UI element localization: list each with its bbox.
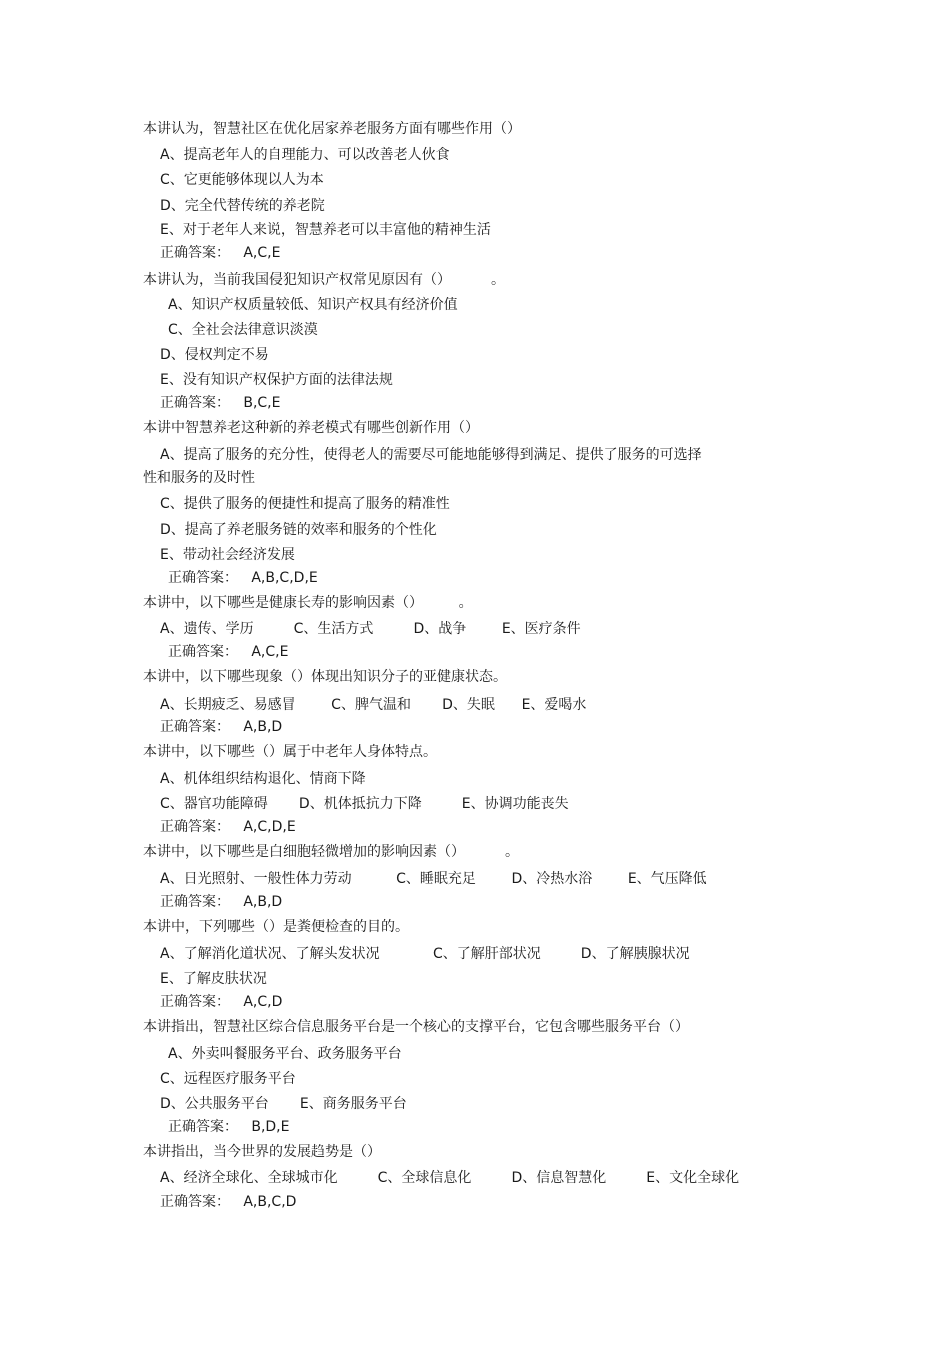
question-6-options-cde: C、器官功能障碍 D、机体抵抗力下降 E、协调功能丧失 [160, 796, 569, 812]
question-3-option-a: A、提高了服务的充分性，使得老人的需要尽可能地能够得到满足、提供了服务的可选择 [160, 447, 702, 463]
question-4-answer: 正确答案： A,C,E [168, 644, 289, 660]
question-5-title: 本讲中，以下哪些现象（）体现出知识分子的亚健康状态。 [143, 669, 507, 685]
question-1-option-e: E、对于老年人来说，智慧养老可以丰富他的精神生活 [160, 222, 491, 238]
question-1-option-a: A、提高老年人的自理能力、可以改善老人伙食 [160, 147, 450, 163]
question-3-option-c: C、提供了服务的便捷性和提高了服务的精准性 [160, 496, 450, 512]
question-8-options-acd: A、了解消化道状况、了解头发状况 C、了解肝部状况 D、了解胰腺状况 [160, 946, 690, 962]
question-5-options: A、长期疲乏、易感冒 C、脾气温和 D、失眠 E、爱喝水 [160, 697, 587, 713]
question-9-answer: 正确答案： B,D,E [168, 1119, 290, 1135]
question-9-options-de: D、公共服务平台 E、商务服务平台 [160, 1096, 407, 1112]
question-7-options: A、日光照射、一般性体力劳动 C、睡眠充足 D、冷热水浴 E、气压降低 [160, 871, 707, 887]
question-2-option-e: E、没有知识产权保护方面的法律法规 [160, 372, 393, 388]
question-10-title: 本讲指出，当今世界的发展趋势是（） [143, 1144, 381, 1160]
question-3-option-a-cont: 性和服务的及时性 [143, 470, 255, 486]
question-1-title: 本讲认为，智慧社区在优化居家养老服务方面有哪些作用（） [143, 121, 521, 137]
question-2-option-a: A、知识产权质量较低、知识产权具有经济价值 [168, 297, 458, 313]
question-1-option-c: C、它更能够体现以人为本 [160, 172, 324, 188]
question-5-answer: 正确答案： A,B,D [160, 719, 283, 735]
question-4-options: A、遗传、学历 C、生活方式 D、战争 E、医疗条件 [160, 621, 581, 637]
question-1-answer: 正确答案： A,C,E [160, 245, 281, 261]
question-3-answer: 正确答案： A,B,C,D,E [168, 570, 318, 586]
question-9-title: 本讲指出，智慧社区综合信息服务平台是一个核心的支撑平台，它包含哪些服务平台（） [143, 1019, 689, 1035]
question-2-option-c: C、全社会法律意识淡漠 [168, 322, 318, 338]
question-8-answer: 正确答案： A,C,D [160, 994, 283, 1010]
question-9-option-c: C、远程医疗服务平台 [160, 1071, 296, 1087]
question-6-title: 本讲中，以下哪些（）属于中老年人身体特点。 [143, 744, 437, 760]
question-2-title: 本讲认为，当前我国侵犯知识产权常见原因有（） 。 [143, 272, 506, 288]
question-1-option-d: D、完全代替传统的养老院 [160, 198, 325, 214]
question-3-title: 本讲中智慧养老这种新的养老模式有哪些创新作用（） [143, 420, 479, 436]
question-3-option-e: E、带动社会经济发展 [160, 547, 295, 563]
question-9-option-a: A、外卖叫餐服务平台、政务服务平台 [168, 1046, 402, 1062]
question-10-answer: 正确答案： A,B,C,D [160, 1194, 297, 1210]
question-7-answer: 正确答案： A,B,D [160, 894, 283, 910]
question-6-option-a: A、机体组织结构退化、情商下降 [160, 771, 366, 787]
question-4-title: 本讲中，以下哪些是健康长寿的影响因素（） 。 [143, 595, 473, 611]
question-3-option-d: D、提高了养老服务链的效率和服务的个性化 [160, 522, 437, 538]
question-8-option-e: E、了解皮肤状况 [160, 971, 267, 987]
question-2-option-d: D、侵权判定不易 [160, 347, 269, 363]
question-10-options: A、经济全球化、全球城市化 C、全球信息化 D、信息智慧化 E、文化全球化 [160, 1170, 740, 1186]
question-8-title: 本讲中，下列哪些（）是粪便检查的目的。 [143, 919, 409, 935]
question-7-title: 本讲中，以下哪些是白细胞轻微增加的影响因素（） 。 [143, 844, 520, 860]
question-2-answer: 正确答案： B,C,E [160, 395, 281, 411]
question-6-answer: 正确答案： A,C,D,E [160, 819, 296, 835]
